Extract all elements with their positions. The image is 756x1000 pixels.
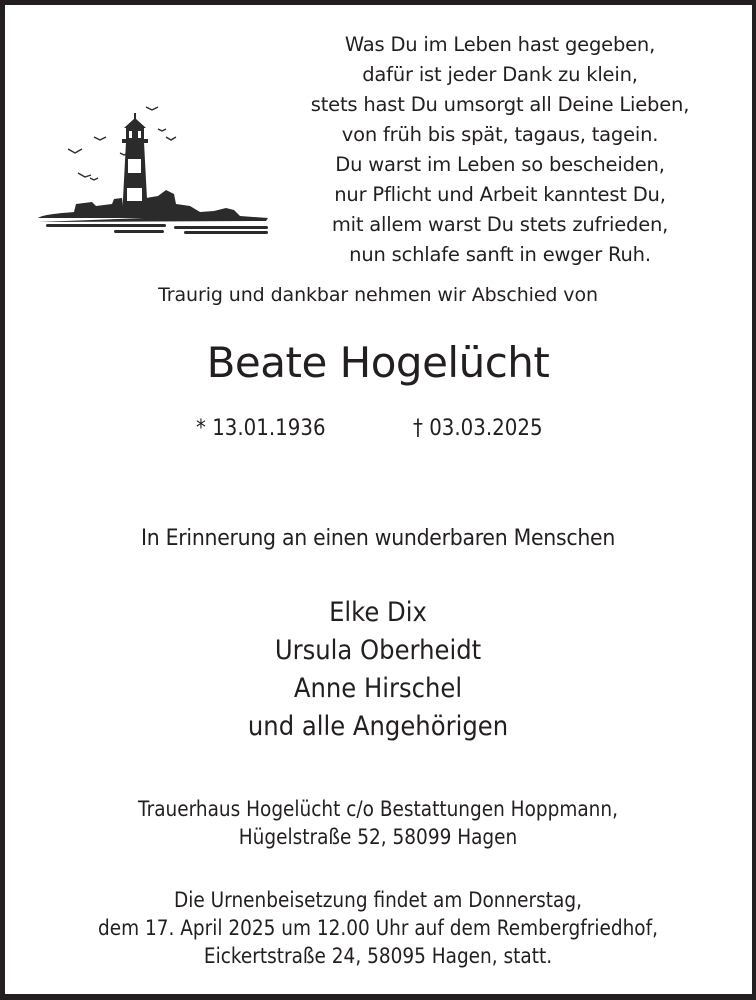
ceremony-details [0, 886, 756, 970]
poem-line: Du warst im Leben so bescheiden, [335, 153, 665, 176]
poem-line: mit allem warst Du stets zufrieden, [331, 213, 669, 236]
ceremony-line: Eickertstraße 24, 58095 Hagen, statt. [203, 944, 553, 968]
memory-line: In Erinnerung an einen wunderbaren Menschen [140, 526, 616, 551]
poem-line: dafür ist jeder Dank zu klein, [362, 63, 638, 86]
poem-line: stets hast Du umsorgt all Deine Lieben, [310, 93, 690, 116]
farewell-intro: Traurig und dankbar nehmen wir Abschied von [158, 284, 598, 306]
life-dates [0, 416, 756, 446]
address-line: Trauerhaus Hogelücht c/o Bestattungen Hoppmann, [138, 797, 618, 821]
mourner: Ursula Oberheidt [274, 635, 482, 666]
deceased-name: Beate Hogelücht [206, 338, 550, 387]
mourner: Elke Dix [329, 597, 427, 628]
ceremony-line: Die Urnenbeisetzung findet am Donnerstag, [174, 888, 582, 912]
address-line: Hügelstraße 52, 58099 Hagen [238, 825, 518, 849]
lighthouse-icon [34, 100, 272, 245]
poem-line: Was Du im Leben hast gegeben, [344, 33, 656, 56]
mourner: Anne Hirschel [293, 673, 463, 704]
poem [262, 30, 738, 270]
poem-line: nur Pflicht und Arbeit kanntest Du, [334, 183, 666, 206]
ceremony-line: dem 17. April 2025 um 12.00 Uhr auf dem Rembergfriedhof, [98, 916, 658, 940]
poem-line: von früh bis spät, tagaus, tagein. [341, 123, 659, 146]
death-date: † 03.03.2025 [413, 416, 543, 441]
mourner: und alle Angehörigen [247, 711, 509, 742]
mourners-list [0, 594, 756, 746]
poem-line: nun schlafe sanft in ewger Ruh. [349, 243, 651, 266]
birth-date: * 13.01.1936 [196, 416, 326, 441]
mourning-house-address [0, 795, 756, 851]
